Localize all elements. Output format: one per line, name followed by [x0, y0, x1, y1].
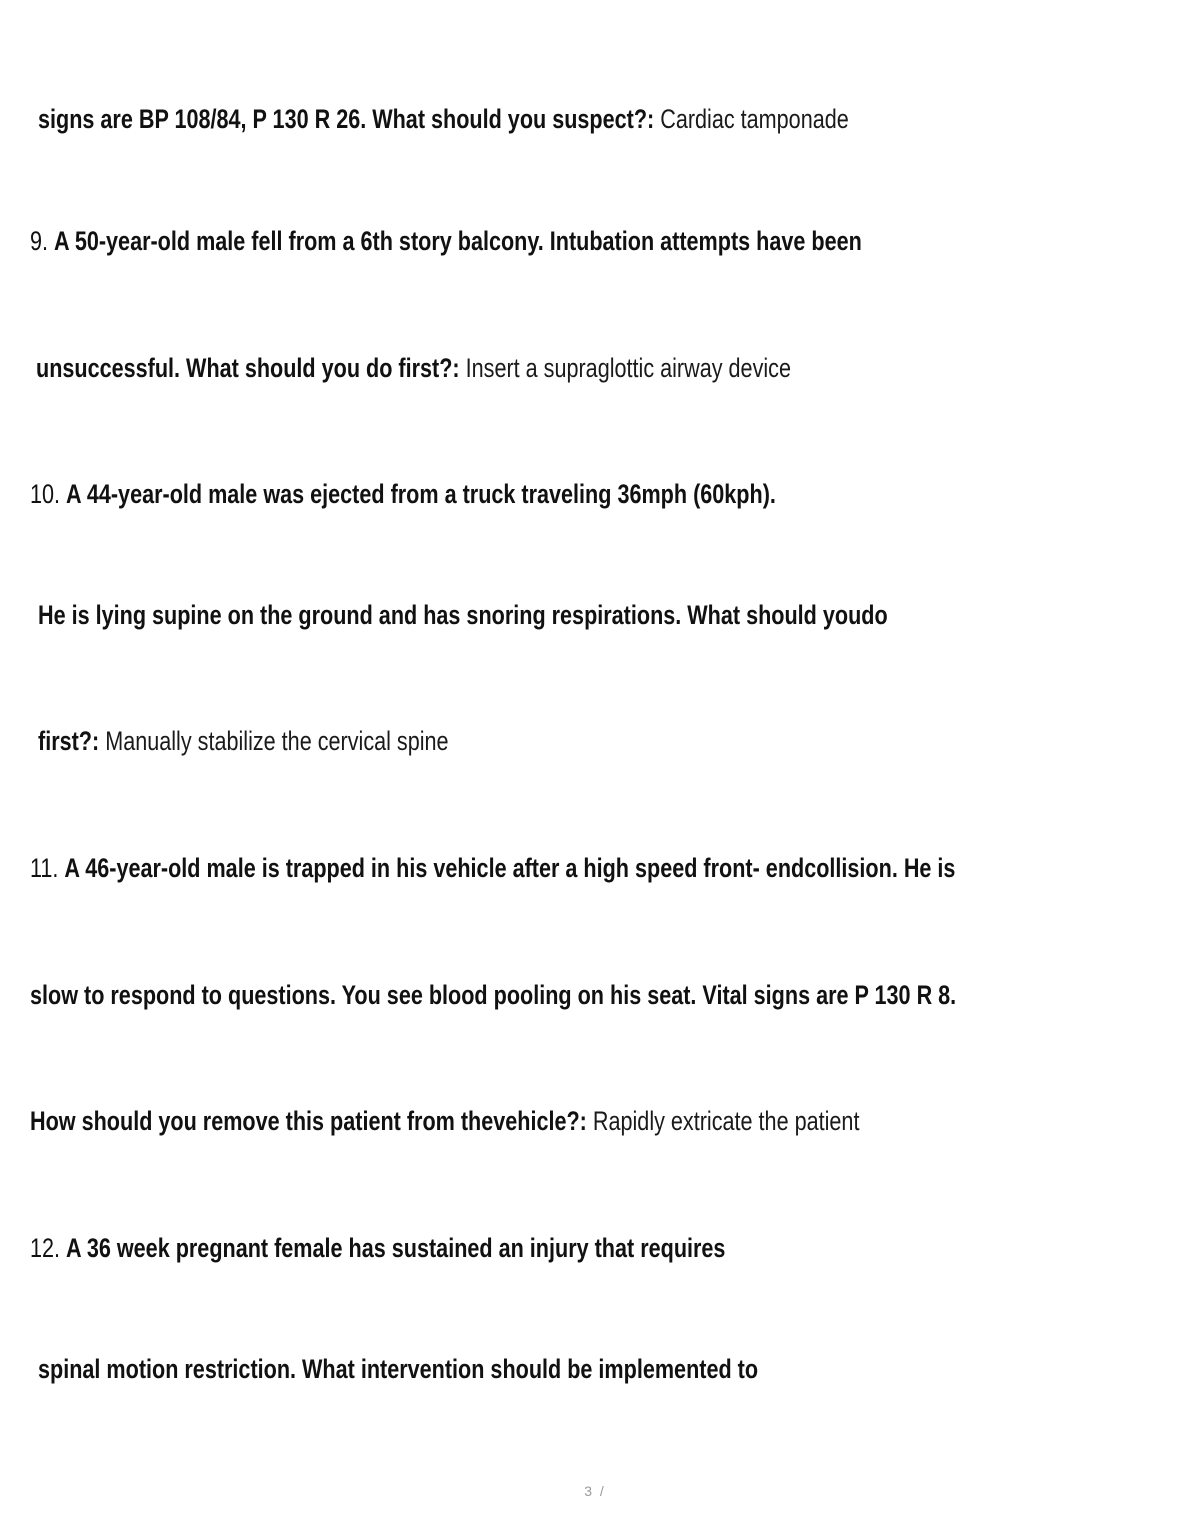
question-number: 12.: [30, 1233, 67, 1263]
text-line-4: [30, 477, 776, 511]
question-number: 9.: [30, 226, 55, 256]
text-line-8: [30, 978, 956, 1012]
question-text: slow to respond to questions. You see blood pooling on his seat. Vital signs are P 130 R 8.: [30, 980, 957, 1010]
text-line-3: [36, 351, 791, 385]
question-text: How should you remove this patient from thevehicle?:: [30, 1106, 593, 1136]
text-line-5: [38, 598, 888, 632]
text-line-6: [38, 724, 449, 758]
question-text: A 50-year-old male fell from a 6th story balcony. Intubation attempts have been: [54, 226, 862, 256]
question-text: A 36 week pregnant female has sustained an injury that requires: [66, 1233, 726, 1263]
answer-text: Insert a supraglottic airway device: [465, 353, 791, 383]
question-number: 11.: [30, 853, 65, 883]
text-line-2: [30, 224, 862, 258]
question-text: He is lying supine on the ground and has snoring respirations. What should youdo: [38, 600, 888, 630]
answer-text: Rapidly extricate the patient: [592, 1106, 860, 1136]
text-line-9: [30, 1104, 859, 1138]
question-text: signs are BP 108/84, P 130 R 26. What should you suspect?:: [38, 104, 661, 134]
page-number: 3 /: [584, 1483, 606, 1499]
text-line-7: [30, 851, 955, 885]
text-line-1: [38, 102, 849, 136]
question-text: unsuccessful. What should you do first?:: [36, 353, 466, 383]
question-text: A 44-year-old male was ejected from a truck traveling 36mph (60kph).: [66, 479, 776, 509]
question-text: first?:: [38, 726, 106, 756]
text-line-11: [38, 1352, 758, 1386]
answer-text: Cardiac tamponade: [660, 104, 849, 134]
question-text: spinal motion restriction. What intervention should be implemented to: [38, 1354, 759, 1384]
answer-text: Manually stabilize the cervical spine: [105, 726, 449, 756]
text-line-10: [30, 1231, 725, 1265]
question-text: A 46-year-old male is trapped in his vehicle after a high speed front- endcollision. He is: [64, 853, 956, 883]
question-number: 10.: [30, 479, 67, 509]
